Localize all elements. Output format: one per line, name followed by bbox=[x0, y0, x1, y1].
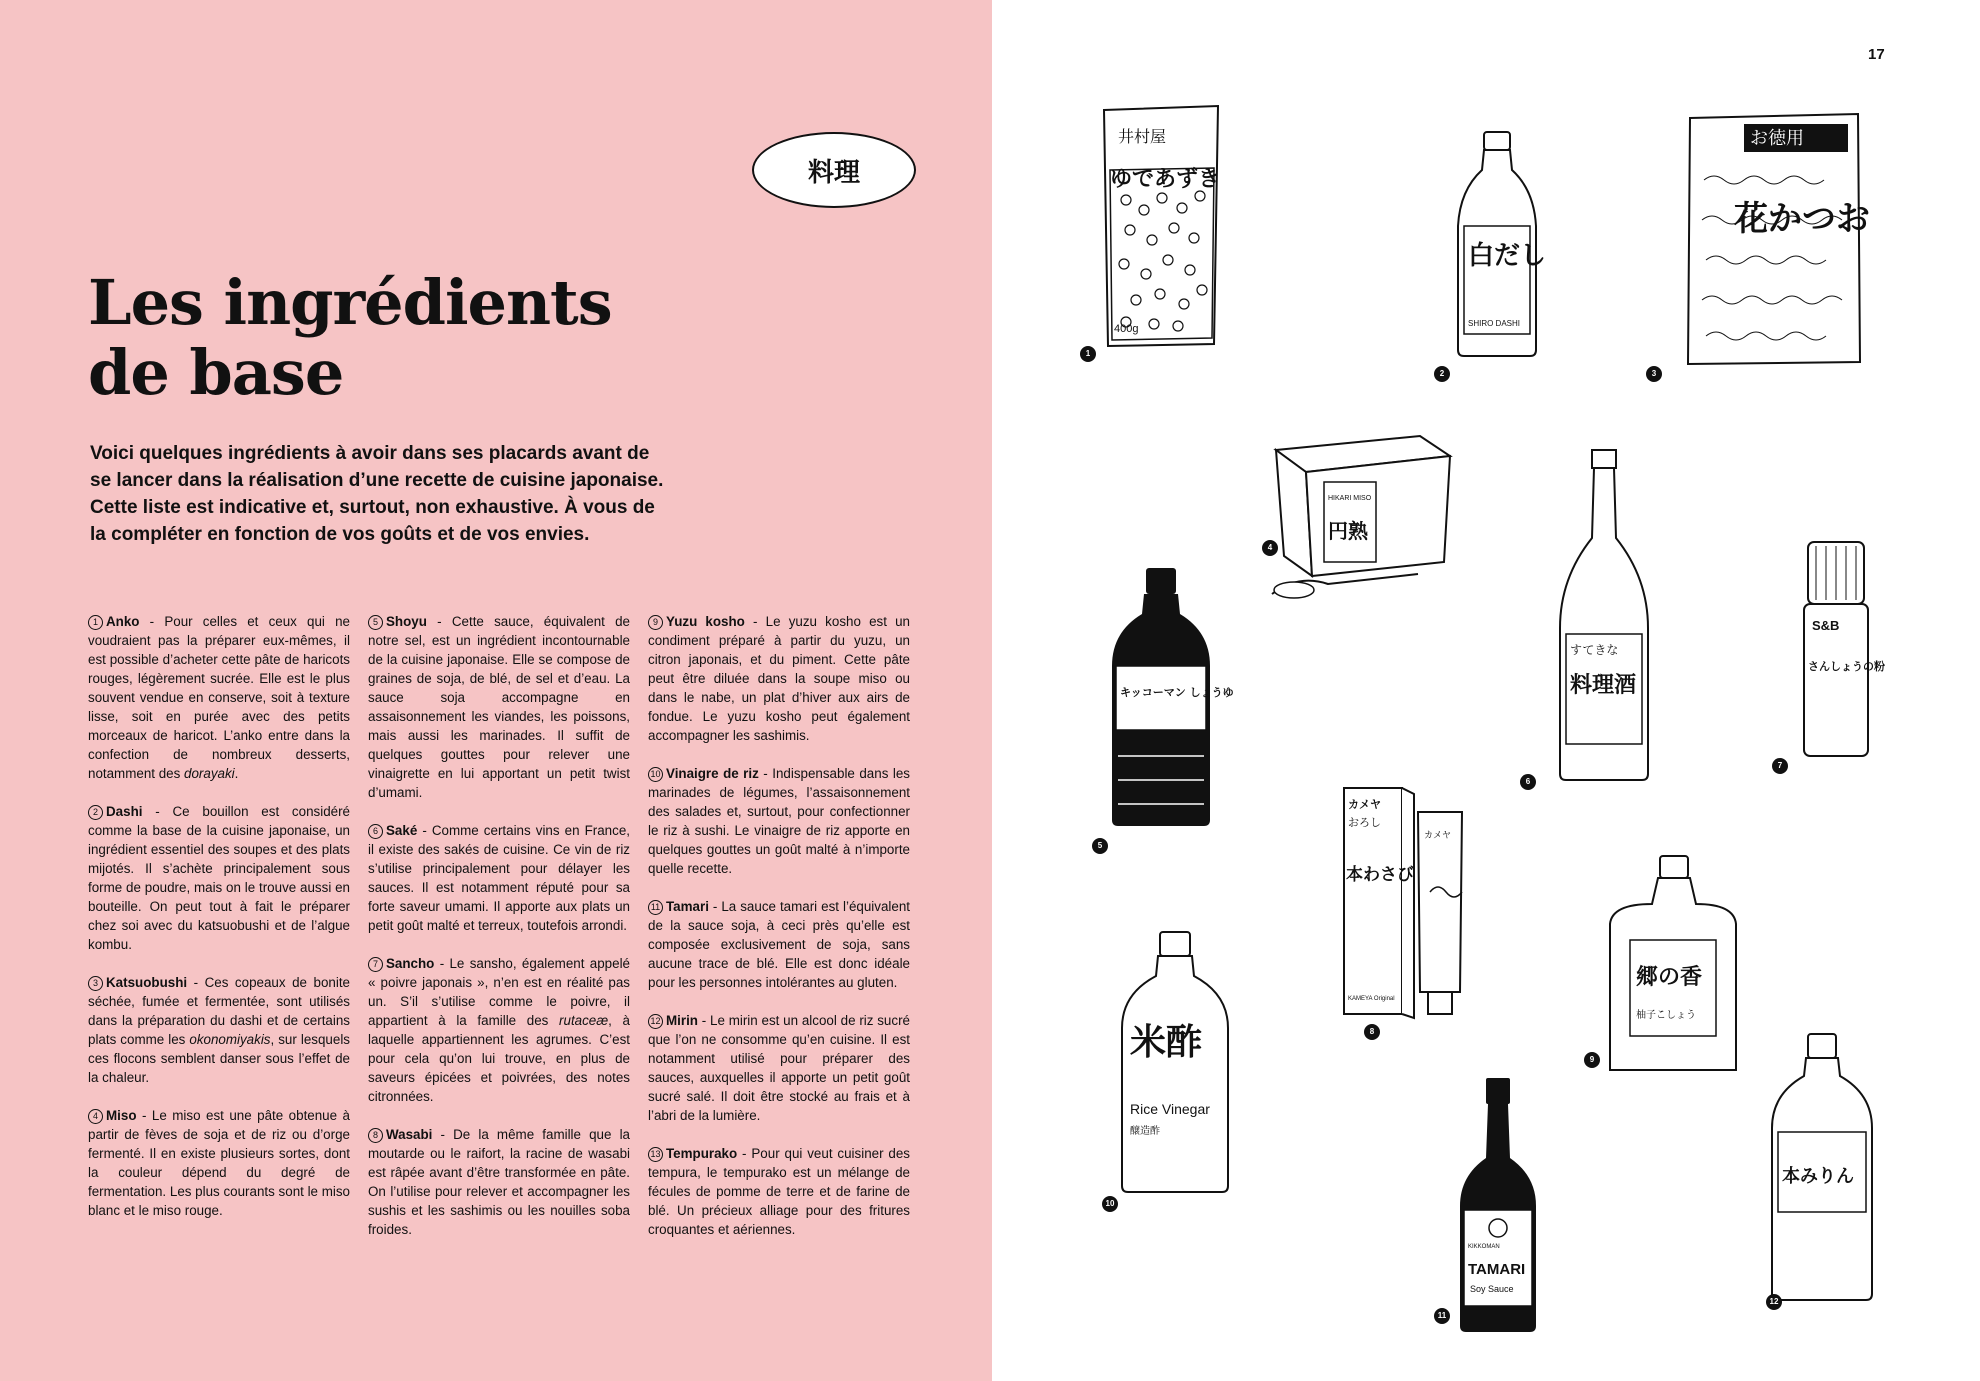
entry-text: - La sauce tamari est l’équivalent de la sauce soja, à ceci près qu’elle est composée exclusivement de soja, sans aucune trace de blé. Elle est donc idéale pour les personnes intolérantes au gluten. bbox=[648, 899, 910, 990]
badge-12: 12 bbox=[1766, 1294, 1782, 1310]
tamari-sub: Soy Sauce bbox=[1470, 1284, 1514, 1294]
ingredient-entry bbox=[368, 821, 630, 935]
entry-text: - Ces copeaux de bonite séchée, fumée et fermentée, sont utilisés dans la préparation du dashi et de certains plats comme les bbox=[88, 975, 350, 1047]
wasabi-name: 本わさび bbox=[1346, 865, 1414, 885]
entry-name: Wasabi bbox=[386, 1127, 433, 1142]
miso-brand: HIKARI MISO bbox=[1328, 495, 1372, 502]
title-line-1: Les ingrédients bbox=[88, 266, 612, 339]
entry-number: 11 bbox=[648, 900, 663, 915]
ingredient-entry bbox=[88, 973, 350, 1087]
wasabi-box-footer: KAMEYA Original bbox=[1348, 996, 1395, 1002]
entry-number: 10 bbox=[648, 767, 663, 782]
page-title bbox=[88, 268, 848, 408]
badge-4: 4 bbox=[1262, 540, 1278, 556]
entry-name: Vinaigre de riz bbox=[666, 766, 759, 781]
category-tag: 料理 bbox=[752, 132, 916, 208]
ingredient-entry bbox=[648, 612, 910, 745]
entry-number: 7 bbox=[368, 957, 383, 972]
intro-paragraph: Voici quelques ingrédients à avoir dans ses placards avant de se lancer dans la réalisation d’une recette de cuisine japonaise. Cette liste est indicative et, surtout, non exhaustive. À vous de la compléter en fonction de vos goûts et de vos envies. bbox=[90, 443, 664, 545]
tamari-brand: KIKKOMAN bbox=[1468, 1244, 1500, 1250]
sake-top: すてきな bbox=[1570, 643, 1619, 657]
wasabi-box-illustration bbox=[1340, 782, 1470, 1022]
badge-3: 3 bbox=[1646, 366, 1662, 382]
vinegar-sub: 醸造酢 bbox=[1130, 1126, 1160, 1137]
badge-8: 8 bbox=[1364, 1024, 1380, 1040]
yuzu-sub: 柚子こしょう bbox=[1636, 1010, 1696, 1021]
entry-name: Sancho bbox=[386, 956, 435, 971]
shoyu-name: キッコーマン しょうゆ bbox=[1120, 686, 1234, 699]
entry-emphasis: rutaceæ bbox=[559, 1013, 609, 1028]
badge-6: 6 bbox=[1520, 774, 1536, 790]
sansho-name: さんしょうの粉 bbox=[1808, 660, 1885, 673]
entry-name: Mirin bbox=[666, 1013, 698, 1028]
rice-vinegar-bottle-illustration bbox=[1118, 930, 1232, 1194]
ingredient-entry bbox=[368, 954, 630, 1106]
miso-name: 円熟 bbox=[1328, 519, 1368, 543]
entry-name: Anko bbox=[106, 614, 140, 629]
badge-9: 9 bbox=[1584, 1052, 1600, 1068]
anko-weight: 400g bbox=[1114, 323, 1139, 335]
mirin-bottle-illustration bbox=[1768, 1032, 1876, 1302]
page-number: 17 bbox=[1868, 46, 1885, 63]
mirin-name: 本みりん bbox=[1782, 1166, 1854, 1187]
wasabi-brand: カメヤ bbox=[1348, 798, 1381, 811]
ingredient-entry bbox=[648, 1144, 910, 1239]
ingredient-entry bbox=[648, 897, 910, 992]
anko-bag-illustration bbox=[1096, 100, 1226, 350]
yuzu-name: 郷の香 bbox=[1636, 965, 1703, 990]
entry-text: - Le yuzu kosho est un condiment préparé à partir du yuzu, un citron japonais, et du piment. Cette pâte peut être diluée dans la soupe miso ou dans le nabe, un plat d’hiver aux airs de fondue. Le yuzu kosho peut également accompagner les sashimis. bbox=[648, 614, 911, 743]
entry-text: - De la même famille que la moutarde ou le raifort, la racine de wasabi est râpée avant d’être transformée en pâte. On l’utilise pour relever et accompagner les sushis et les sashimis ou les nouilles soba froides. bbox=[368, 1127, 630, 1237]
ingredient-entry bbox=[368, 1125, 630, 1239]
katsuo-top: お徳用 bbox=[1750, 128, 1804, 149]
entry-text: - Cette sauce, équivalent de notre sel, est un ingrédient incontournable de la cuisine japonaise. Elle se compose de graines de soja, de blé, de sel et d’eau. La sauce soja accompagne en assaisonnement les viandes, les poissons, mais aussi les marinades. Il suffit de quelques gouttes pour relever une vinaigrette en lui apportant un petit twist d’umami. bbox=[368, 614, 630, 800]
shiro-dashi-bottle-illustration bbox=[1454, 130, 1547, 358]
katsuo-name: 花かつお bbox=[1734, 199, 1870, 239]
ingredient-entry bbox=[88, 612, 350, 783]
sake-bottle-illustration bbox=[1556, 448, 1652, 784]
vinegar-latin: Rice Vinegar bbox=[1130, 1101, 1210, 1117]
badge-2: 2 bbox=[1434, 366, 1450, 382]
entry-number: 13 bbox=[648, 1147, 663, 1162]
entry-number: 2 bbox=[88, 805, 103, 820]
entry-emphasis: dorayaki bbox=[184, 766, 235, 781]
entry-number: 12 bbox=[648, 1014, 663, 1029]
entry-text-tail: . bbox=[234, 766, 239, 781]
anko-name: ゆであずき bbox=[1110, 167, 1221, 192]
entry-number: 9 bbox=[648, 615, 663, 630]
entry-text: - Indispensable dans les marinades de légumes, l’assaisonnement des salades et, surtout, pour confectionner le riz à sushi. Le vinaigre de riz apporte en quelques gouttes un goût malté à n’importe quelle recette. bbox=[648, 766, 910, 876]
entry-number: 3 bbox=[88, 976, 103, 991]
dashi-romaji: SHIRO DASHI bbox=[1468, 319, 1521, 328]
ingredient-entry bbox=[88, 1106, 350, 1220]
entry-number: 8 bbox=[368, 1128, 383, 1143]
entry-text: - Ce bouillon est considéré comme la base de la cuisine japonaise, un ingrédient essentiel des soupes et des plats mijotés. Il s’achète principalement sous forme de poudre, mais on le trouve aussi en bouteille. On peut tout à fait le préparer chez soi avec du katsuobushi et de l’algue kombu. bbox=[88, 804, 350, 952]
wasabi-tube-brand: カメヤ bbox=[1424, 831, 1452, 841]
ingredient-columns bbox=[88, 612, 911, 1332]
entry-name: Miso bbox=[106, 1108, 137, 1123]
entry-text: - Pour celles et ceux qui ne voudraient pas la préparer eux-mêmes, il est possible d’acheter cette pâte de haricots rouges, légèrement sucrée. Elle est le plus souvent vendue en conserve, soit à texture lisse, soit en purée avec des petits morceaux de haricot. L’anko entre dans la confection de nombreux desserts, notamment des bbox=[88, 614, 350, 781]
badge-10: 10 bbox=[1102, 1196, 1118, 1212]
entry-text: - Le sansho, également appelé « poivre japonais », n’en est en réalité pas un. S’il s’utilise comme le poivre, il appartient à la famille des bbox=[368, 956, 630, 1028]
entry-name: Saké bbox=[386, 823, 418, 838]
entry-text-tail: , sur lesquels ces flocons semblent danser sous l’effet de la chaleur. bbox=[88, 1032, 350, 1085]
vinegar-kanji: 米酢 bbox=[1130, 1022, 1203, 1063]
badge-1: 1 bbox=[1080, 346, 1096, 362]
shoyu-bottle-illustration bbox=[1108, 566, 1234, 828]
entry-number: 4 bbox=[88, 1109, 103, 1124]
ingredient-entry bbox=[88, 802, 350, 954]
entry-text: - Pour qui veut cuisiner des tempura, le tempurako est un mélange de fécules de pomme de terre et de farine de blé. Un précieux alliage pour des fritures croquantes et aériennes. bbox=[648, 1146, 910, 1237]
yuzu-kosho-pouch-illustration bbox=[1606, 854, 1740, 1078]
anko-brand: 井村屋 bbox=[1118, 127, 1167, 146]
sansho-bottle-illustration bbox=[1800, 540, 1885, 760]
entry-name: Tamari bbox=[666, 899, 709, 914]
entry-name: Yuzu kosho bbox=[666, 614, 745, 629]
katsuobushi-bag-illustration bbox=[1684, 110, 1870, 368]
sake-name: 料理酒 bbox=[1570, 673, 1637, 698]
tamari-bottle-illustration bbox=[1456, 1076, 1540, 1334]
ingredient-entry bbox=[648, 1011, 910, 1125]
sansho-brand: S&B bbox=[1812, 618, 1840, 633]
column-2 bbox=[368, 612, 630, 1258]
entry-text: - Le mirin est un alcool de riz sucré que l’on ne consomme qu’en cuisine. Il est notamment utilisé pour préparer des sauces, auxquelles il apporte un petit goût sucré salé. Il doit être stocké au frais et à l’abri de la lumière. bbox=[648, 1013, 910, 1123]
entry-number: 1 bbox=[88, 615, 103, 630]
badge-11: 11 bbox=[1434, 1308, 1450, 1324]
entry-text: - Comme certains vins en France, il existe des sakés de cuisine. Ce vin de riz s’utilise principalement pour délayer les sauces. Il est notamment réputé pour sa forte saveur umami. Il apporte aux plats un petit goût malté et terreux, toutefois arrondi. bbox=[368, 823, 630, 933]
entry-text-tail: , à laquelle appartiennent les agrumes. C’est pour cela qu’on lui trouve, en plus de saveurs épicées et poivrées, des notes citronnées. bbox=[368, 1013, 630, 1104]
tamari-name: TAMARI bbox=[1468, 1261, 1526, 1278]
entry-name: Katsuobushi bbox=[106, 975, 188, 990]
column-3 bbox=[648, 612, 910, 1258]
entry-name: Tempurako bbox=[666, 1146, 738, 1161]
entry-number: 5 bbox=[368, 615, 383, 630]
entry-emphasis: okonomiyakis bbox=[189, 1032, 271, 1047]
ingredient-entry bbox=[368, 612, 630, 802]
ingredient-entry bbox=[648, 764, 910, 878]
miso-tub-illustration bbox=[1268, 426, 1458, 610]
wasabi-sub: おろし bbox=[1348, 816, 1381, 829]
entry-name: Shoyu bbox=[386, 614, 427, 629]
column-1 bbox=[88, 612, 350, 1239]
title-line-2: de base bbox=[88, 336, 344, 409]
entry-name: Dashi bbox=[106, 804, 143, 819]
badge-5: 5 bbox=[1092, 838, 1108, 854]
entry-number: 6 bbox=[368, 824, 383, 839]
right-page bbox=[992, 0, 1980, 1381]
badge-7: 7 bbox=[1772, 758, 1788, 774]
dashi-kanji: 白だし bbox=[1468, 241, 1547, 271]
entry-text: - Le miso est une pâte obtenue à partir de fèves de soja et de riz ou d’orge fermenté. Il en existe plusieurs sortes, dont la couleur dépend du degré de fermentation. Les plus courants sont le miso blanc et le miso rouge. bbox=[88, 1108, 350, 1218]
